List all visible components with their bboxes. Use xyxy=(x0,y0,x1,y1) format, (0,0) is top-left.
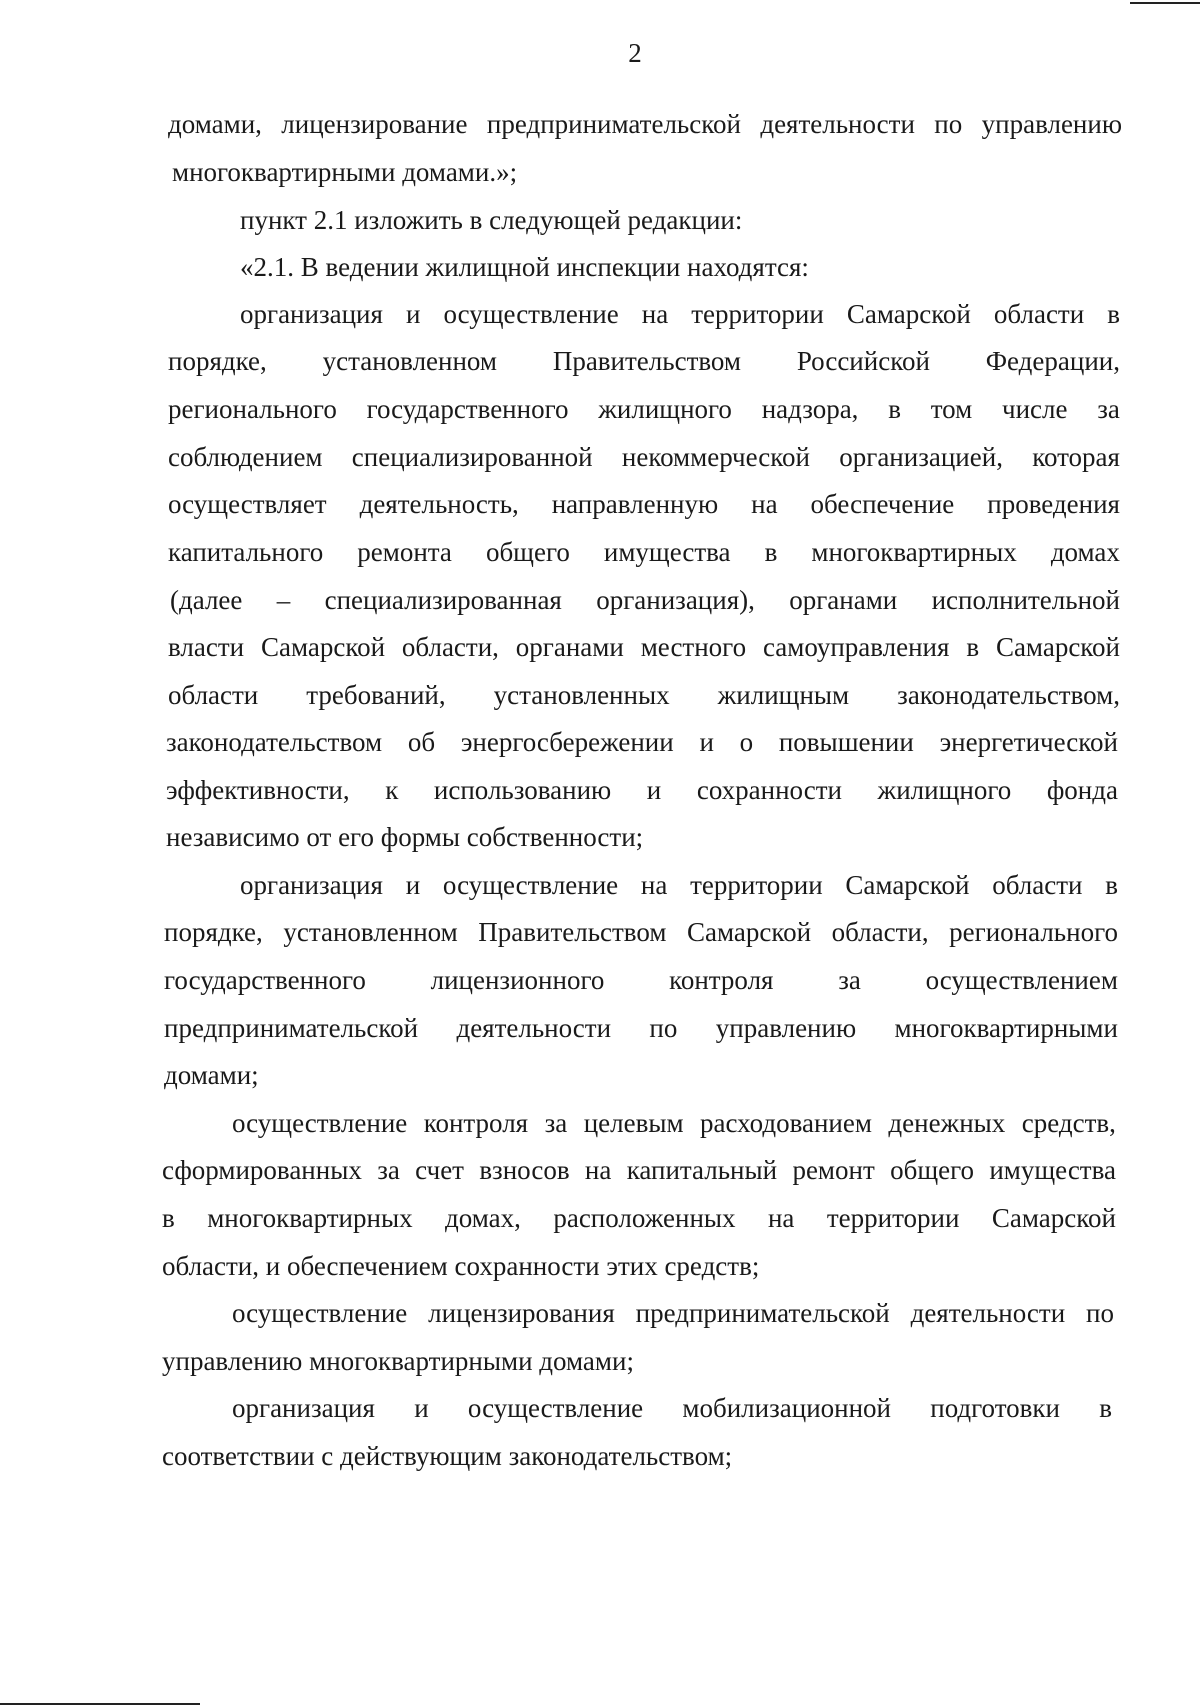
word: власти xyxy=(168,632,245,662)
word: на xyxy=(767,1203,795,1233)
word: надзора, xyxy=(761,394,859,424)
text-line xyxy=(168,678,1120,712)
word: на xyxy=(584,1155,612,1185)
word: установленном xyxy=(283,917,458,947)
word: энергетической xyxy=(939,727,1118,757)
word: организация), xyxy=(596,585,755,615)
word: в xyxy=(1099,1393,1112,1423)
word: обеспечение xyxy=(810,489,955,519)
word: Правительством xyxy=(478,917,667,947)
word: денежных xyxy=(888,1108,1006,1138)
word: в xyxy=(888,394,901,424)
word: многоквартирных xyxy=(207,1203,413,1233)
word: жилищным xyxy=(717,680,850,710)
text-line xyxy=(232,1391,1112,1425)
word: порядке, xyxy=(168,346,267,376)
text-line xyxy=(168,344,1120,378)
word: расположенных xyxy=(553,1203,736,1233)
word: целевым xyxy=(583,1108,684,1138)
word: осуществляет xyxy=(168,489,327,519)
word: и xyxy=(646,775,662,805)
text-line: области, и обеспечением сохранности этих средств; xyxy=(162,1251,760,1281)
text-line: соответствии с действующим законодательством; xyxy=(162,1441,733,1471)
word: управлению xyxy=(715,1013,857,1043)
word: Самарской xyxy=(686,917,812,947)
word: лицензирование xyxy=(281,109,468,139)
word: ремонт xyxy=(792,1155,875,1185)
word: эффективности, xyxy=(166,775,350,805)
word: деятельности xyxy=(910,1298,1066,1328)
text-line xyxy=(240,868,1118,902)
text-line: управлению многоквартирными домами; xyxy=(162,1346,634,1376)
word: лицензионного xyxy=(430,965,605,995)
word: и xyxy=(414,1393,429,1423)
word: контроля xyxy=(669,965,774,995)
word: законодательством xyxy=(166,727,383,757)
word: (далее xyxy=(170,585,243,615)
word: территории xyxy=(690,870,823,900)
word: Самарской xyxy=(260,632,386,662)
word: по xyxy=(649,1013,678,1043)
word: области xyxy=(993,299,1085,329)
word: фонда xyxy=(1046,775,1118,805)
word: регионального xyxy=(168,394,337,424)
word: порядке, xyxy=(164,917,263,947)
word: мобилизационной xyxy=(682,1393,891,1423)
word: исполнительной xyxy=(931,585,1120,615)
word: сформированных xyxy=(162,1155,362,1185)
text-line xyxy=(162,1153,1116,1187)
word: регионального xyxy=(949,917,1118,947)
text-line xyxy=(168,630,1120,664)
text-line: независимо от его формы собственности; xyxy=(166,822,644,852)
text-line xyxy=(166,773,1118,807)
word: соблюдением xyxy=(168,442,323,472)
text-line xyxy=(164,963,1118,997)
word: Федерации, xyxy=(985,346,1120,376)
word: Самарской xyxy=(995,632,1120,662)
word: энергосбережении xyxy=(460,727,674,757)
word: капитального xyxy=(168,537,324,567)
word: по xyxy=(1086,1298,1114,1328)
word: жилищного xyxy=(598,394,732,424)
word: направленную xyxy=(551,489,719,519)
word: Самарской xyxy=(846,299,971,329)
word: территории xyxy=(691,299,824,329)
text-line xyxy=(168,392,1120,426)
word: территории xyxy=(826,1203,960,1233)
word: о xyxy=(739,727,754,757)
word: – xyxy=(276,585,291,615)
word: к xyxy=(385,775,399,805)
word: государственного xyxy=(164,965,366,995)
word: осуществление xyxy=(442,870,619,900)
word: в xyxy=(1105,870,1118,900)
word: на xyxy=(751,489,778,519)
word: Российской xyxy=(796,346,930,376)
word: домах xyxy=(1050,537,1120,567)
word: имущества xyxy=(989,1155,1116,1185)
word: счет xyxy=(415,1155,464,1185)
word: лицензирования xyxy=(428,1298,615,1328)
text-line xyxy=(232,1296,1114,1330)
word: требований, xyxy=(306,680,446,710)
text-line xyxy=(232,1106,1116,1140)
word: организация xyxy=(240,299,383,329)
word: области xyxy=(168,680,259,710)
word: установленном xyxy=(322,346,497,376)
word: ремонта xyxy=(357,537,452,567)
word: по xyxy=(934,109,963,139)
word: которая xyxy=(1032,442,1120,472)
word: деятельности xyxy=(456,1013,612,1043)
word: деятельность, xyxy=(359,489,519,519)
word: в xyxy=(1107,299,1120,329)
word: специализированной xyxy=(351,442,593,472)
word: многоквартирных xyxy=(811,537,1017,567)
word: в xyxy=(764,537,778,567)
word: сохранности xyxy=(696,775,842,805)
word: использованию xyxy=(433,775,612,805)
word: местного xyxy=(640,632,747,662)
word: на xyxy=(640,870,668,900)
word: организацией, xyxy=(839,442,1003,472)
word: законодательством, xyxy=(897,680,1120,710)
word: организация xyxy=(240,870,383,900)
word: предпринимательской xyxy=(635,1298,890,1328)
text-line xyxy=(168,535,1120,569)
word: за xyxy=(838,965,861,995)
word: самоуправления xyxy=(762,632,950,662)
word: в xyxy=(162,1203,175,1233)
word: общего xyxy=(890,1155,975,1185)
text-line: «2.1. В ведении жилищной инспекции находятся: xyxy=(240,252,809,282)
word: области, xyxy=(831,917,929,947)
word: в xyxy=(966,632,980,662)
text-line xyxy=(170,583,1120,617)
word: органами xyxy=(515,632,624,662)
word: специализированная xyxy=(324,585,562,615)
word: повышении xyxy=(778,727,914,757)
word: об xyxy=(407,727,436,757)
word: имущества xyxy=(603,537,731,567)
word: общего xyxy=(485,537,570,567)
text-line xyxy=(166,725,1118,759)
word: и xyxy=(405,870,421,900)
word: организация xyxy=(232,1393,375,1423)
word: области, xyxy=(401,632,499,662)
word: и xyxy=(405,299,421,329)
word: подготовки xyxy=(930,1393,1060,1423)
word: Самарской xyxy=(845,870,970,900)
scan-mark-top-right xyxy=(1130,2,1200,4)
word: осуществление xyxy=(467,1393,644,1423)
word: и xyxy=(699,727,714,757)
word: установленных xyxy=(493,680,670,710)
word: осуществление xyxy=(232,1108,408,1138)
word: многоквартирными xyxy=(894,1013,1118,1043)
text-line xyxy=(168,440,1120,474)
word: предпринимательской xyxy=(164,1013,419,1043)
word: за xyxy=(377,1155,400,1185)
word: домами, xyxy=(168,109,262,139)
word: государственного xyxy=(366,394,569,424)
word: контроля xyxy=(423,1108,529,1138)
word: некоммерческой xyxy=(621,442,810,472)
word: за xyxy=(1097,394,1120,424)
word: деятельности xyxy=(760,109,915,139)
scan-mark-bottom-left xyxy=(0,1703,200,1705)
word: за xyxy=(544,1108,568,1138)
text-line: домами; xyxy=(164,1060,259,1090)
word: Самарской xyxy=(991,1203,1116,1233)
page-number: 2 xyxy=(628,38,642,68)
word: капитальный xyxy=(626,1155,778,1185)
word: осуществление xyxy=(443,299,619,329)
word: жилищного xyxy=(877,775,1012,805)
text-line xyxy=(164,915,1118,949)
word: средств, xyxy=(1021,1108,1116,1138)
text-line xyxy=(168,487,1120,521)
text-line xyxy=(168,107,1122,141)
text-line xyxy=(240,297,1120,331)
text-line xyxy=(164,1011,1118,1045)
word: осуществлением xyxy=(925,965,1118,995)
text-line: многоквартирными домами.»; xyxy=(172,157,518,187)
word: осуществление xyxy=(232,1298,408,1328)
word: на xyxy=(641,299,669,329)
word: управлению xyxy=(981,109,1122,139)
word: домах, xyxy=(445,1203,521,1233)
text-line: пункт 2.1 изложить в следующей редакции: xyxy=(240,205,743,235)
word: взносов xyxy=(479,1155,570,1185)
word: проведения xyxy=(987,489,1120,519)
word: органами xyxy=(789,585,898,615)
word: предпринимательской xyxy=(486,109,741,139)
word: числе xyxy=(1002,394,1068,424)
text-line xyxy=(162,1201,1116,1235)
word: Правительством xyxy=(552,346,741,376)
word: расходованием xyxy=(700,1108,872,1138)
word: том xyxy=(930,394,973,424)
word: области xyxy=(992,870,1083,900)
